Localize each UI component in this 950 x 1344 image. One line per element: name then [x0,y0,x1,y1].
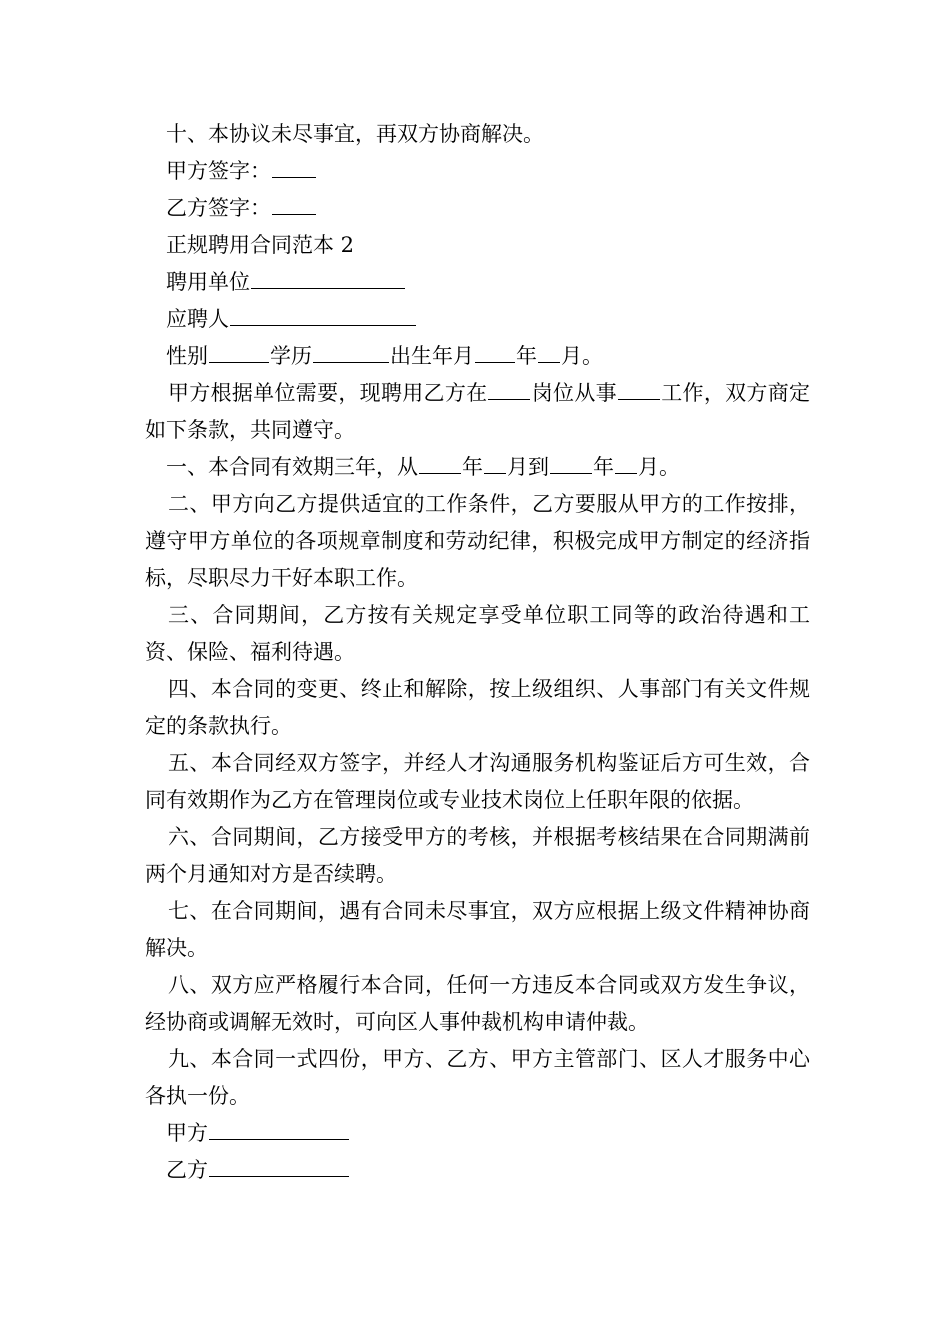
clause-five: 五、本合同经双方签字，并经人才沟通服务机构鉴证后方可生效，合同有效期作为乙方在管理岗位或专业技术岗位上任职年限的依据。 [145,751,810,812]
start-month-blank [484,472,506,474]
party-a-signature-line [145,153,810,190]
party-a-signature-label: 甲方签字： [166,159,271,183]
party-b-signature-line [145,190,810,227]
party-b-sign-label: 乙方 [166,1158,208,1182]
intro-paragraph [145,375,810,449]
party-b-signature-label: 乙方签字： [166,196,271,220]
start-year-unit: 年 [462,455,483,479]
intro-text-a: 甲方根据单位需要，现聘用乙方在 [168,381,488,405]
applicant-line [145,301,810,338]
party-a-sign-label: 甲方 [166,1121,208,1145]
start-year-blank [419,472,461,474]
section-title [145,227,810,264]
position-blank [488,398,530,400]
employer-line [145,264,810,301]
clause-nine: 九、本合同一式四份，甲方、乙方、甲方主管部门、区人才服务中心各执一份。 [145,1047,810,1108]
clause-ten-text: 十、本协议未尽事宜，再双方协商解决。 [166,122,544,146]
party-b-sign-line [145,1152,810,1189]
clause-seven: 七、在合同期间，遇有合同未尽事宜，双方应根据上级文件精神协商解决。 [145,899,810,960]
gender-blank [209,361,269,363]
clause-ten [145,116,810,153]
end-year-unit: 年 [593,455,614,479]
end-month-blank [615,472,637,474]
personal-info-line [145,338,810,375]
birth-month-unit: 月。 [561,344,603,368]
clause-four: 四、本合同的变更、终止和解除，按上级组织、人事部门有关文件规定的条款执行。 [145,677,810,738]
party-a-signature-blank [272,176,316,178]
clause-eight: 八、双方应严格履行本合同，任何一方违反本合同或双方发生争议，经协商或调解无效时，可向区人事仲裁机构申请仲裁。 [145,973,810,1034]
end-month-unit: 月。 [638,455,680,479]
employer-label: 聘用单位 [166,270,250,294]
clause-three: 三、合同期间，乙方按有关规定享受单位职工同等的政治待遇和工资、保险、福利待遇。 [145,603,810,664]
party-b-sign-blank [209,1175,349,1177]
birth-year-unit: 年 [516,344,537,368]
birth-year-blank [475,361,515,363]
work-blank [618,398,660,400]
education-blank [313,361,389,363]
party-b-signature-blank [272,213,316,215]
clause-six: 六、合同期间，乙方接受甲方的考核，并根据考核结果在合同期满前两个月通知对方是否续聘。 [145,825,810,886]
gender-label: 性别 [166,344,208,368]
education-label: 学历 [270,344,312,368]
applicant-blank [230,324,416,326]
intro-text-b: 岗位从事 [531,381,617,405]
intro-text-c: 工作，双方商定如下条款，共同遵守。 [145,381,811,442]
section-title-text: 正规聘用合同范本 2 [166,233,355,257]
clause-two: 二、甲方向乙方提供适宜的工作条件，乙方要服从甲方的工作按排，遵守甲方单位的各项规章制度和劳动纪律，积极完成甲方制定的经济指标，尽职尽力干好本职工作。 [145,492,810,590]
start-month-unit: 月到 [507,455,549,479]
end-year-blank [550,472,592,474]
clause-one [145,449,810,486]
birth-month-blank [538,361,560,363]
party-a-sign-line [145,1115,810,1152]
party-a-sign-blank [209,1138,349,1140]
applicant-label: 应聘人 [166,307,229,331]
employer-blank [251,287,405,289]
clause-one-text-a: 一、本合同有效期三年，从 [166,455,418,479]
birth-date-label: 出生年月 [390,344,474,368]
document-body [145,116,810,1189]
